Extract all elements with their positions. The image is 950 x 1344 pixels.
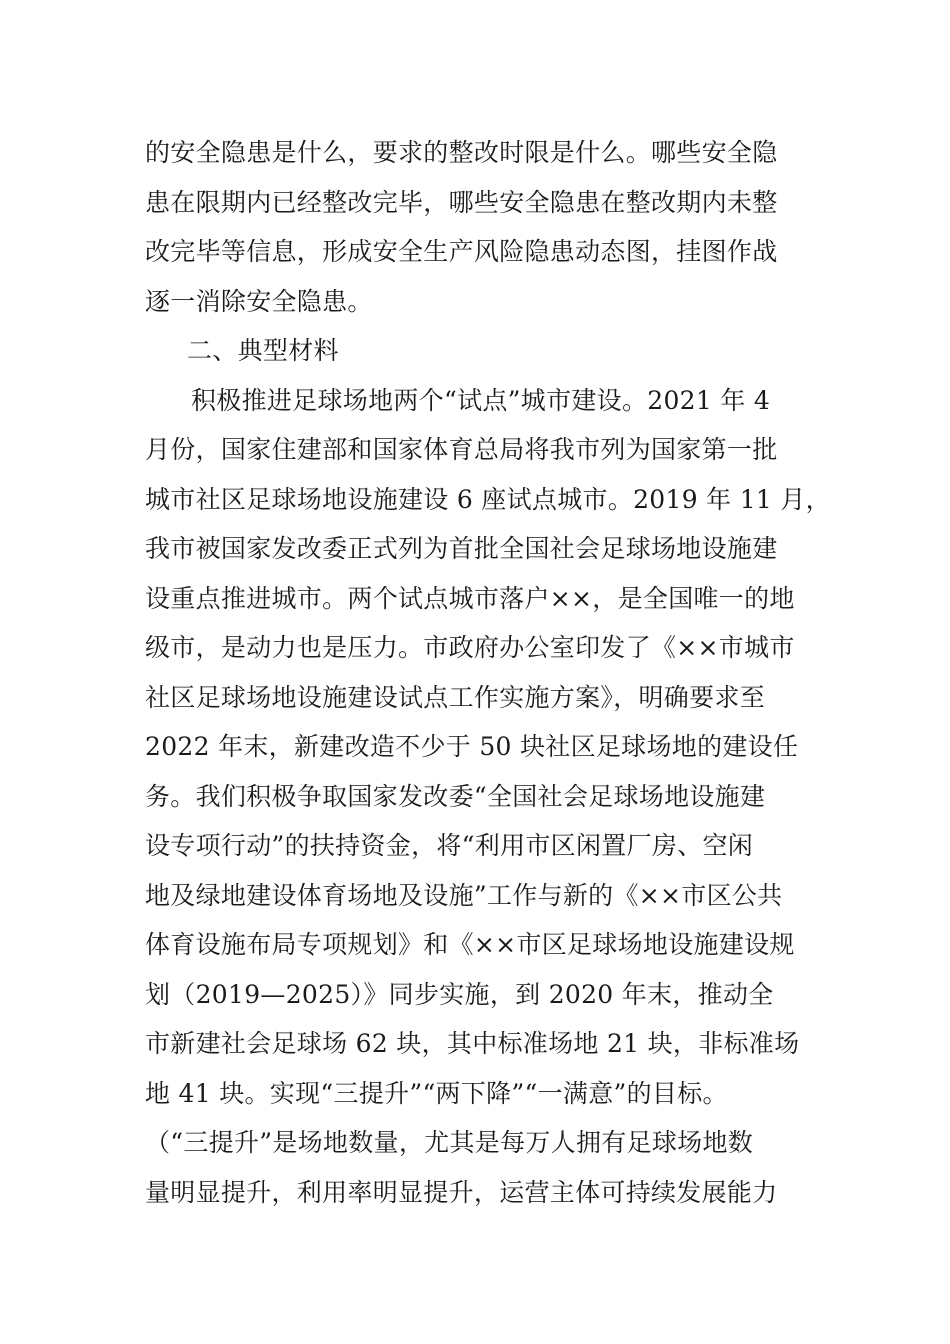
body-line: 改完毕等信息，形成安全生产风险隐患动态图，挂图作战 bbox=[145, 237, 778, 266]
document-body bbox=[145, 128, 835, 1217]
body-line: 城市社区足球场地设施建设 6 座试点城市。2019 年 11 月， bbox=[145, 484, 831, 514]
body-line: 划（2019—2025）》同步实施，到 2020 年末，推动全 bbox=[145, 979, 774, 1009]
body-line: 月份，国家住建部和国家体育总局将我市列为国家第一批 bbox=[145, 435, 778, 464]
body-line: 量明显提升，利用率明显提升，运营主体可持续发展能力 bbox=[145, 1177, 778, 1207]
body-line: 市新建社会足球场 62 块，其中标准场地 21 块，非标准场 bbox=[145, 1029, 800, 1058]
body-line: 设重点推进城市。两个试点城市落户××，是全国唯一的地 bbox=[145, 583, 795, 613]
body-line: 2022 年末，新建改造不少于 50 块社区足球场地的建设任 bbox=[145, 732, 799, 761]
body-line: 务。我们积极争取国家发改委“全国社会足球场地设施建 bbox=[145, 781, 766, 811]
body-line: 体育设施布局专项规划》和《××市区足球场地设施建设规 bbox=[145, 930, 795, 959]
body-line: 社区足球场地设施建设试点工作实施方案》，明确要求至 bbox=[145, 682, 766, 712]
body-line: 设专项行动”的扶持资金，将“利用市区闲置厂房、空闲 bbox=[145, 831, 754, 860]
paragraph-first-line: 积极推进足球场地两个“试点”城市建设。2021 年 4 bbox=[191, 385, 771, 415]
body-line: 我市被国家发改委正式列为首批全国社会足球场地设施建 bbox=[145, 534, 778, 563]
body-line: 患在限期内已经整改完毕，哪些安全隐患在整改期内未整 bbox=[145, 187, 778, 217]
body-line: （“三提升”是场地数量，尤其是每万人拥有足球场地数 bbox=[145, 1128, 754, 1157]
body-line: 的安全隐患是什么，要求的整改时限是什么。哪些安全隐 bbox=[145, 138, 778, 167]
body-line: 级市，是动力也是压力。市政府办公室印发了《××市城市 bbox=[145, 633, 795, 662]
body-line: 地 41 块。实现“三提升”“两下降”“一满意”的目标。 bbox=[145, 1078, 728, 1108]
section-heading: 二、典型材料 bbox=[187, 336, 339, 365]
body-line: 逐一消除安全隐患。 bbox=[145, 286, 373, 316]
body-line: 地及绿地建设体育场地及设施”工作与新的《××市区公共 bbox=[145, 880, 783, 910]
